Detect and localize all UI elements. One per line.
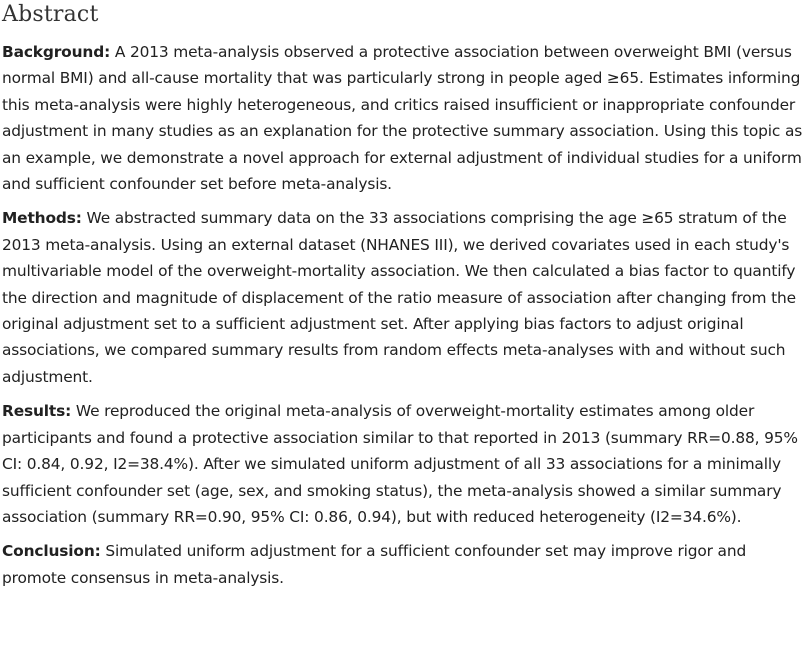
conclusion-section — [2, 538, 806, 591]
methods-text: We abstracted summary data on the 33 associations comprising the age ≥65 stratum of the 2013 meta-analysis. Using an external dataset (NHANES III), we derived covariates used in each study's multivariable model of the overweight-mortality association. We then calculated a bias factor to quantify the direction and magnitude of displacement of the ratio measure of association after changing from the original adjustment set to a sufficient adjustment set. After applying bias factors to adjust original associations, we compared summary results from random effects meta-analyses with and without such adjustment. — [2, 209, 796, 386]
background-text: A 2013 meta-analysis observed a protective association between overweight BMI (versus normal BMI) and all-cause mortality that was particularly strong in people aged ≥65. Estimates informing this meta-analysis were highly heterogeneous, and critics raised insufficient or inappropriate confounder adjustment in many studies as an explanation for the protective summary association. Using this topic as an example, we demonstrate a novel approach for external adjustment of individual studies for a uniform and sufficient confounder set before meta-analysis. — [2, 43, 803, 194]
conclusion-label: Conclusion: — [2, 542, 101, 561]
conclusion-text: Simulated uniform adjustment for a sufficient confounder set may improve rigor and promote consensus in meta-analysis. — [2, 542, 747, 587]
background-section — [2, 39, 806, 197]
results-text: We reproduced the original meta-analysis of overweight-mortality estimates among older participants and found a protective association similar to that reported in 2013 (summary RR=0.88, 95% CI: 0.84, 0.92, I2=38.4%). After we simulated uniform adjustment of all 33 associations for a minimally sufficient confounder set (age, sex, and smoking status), the meta-analysis showed a similar summary association (summary RR=0.90, 95% CI: 0.86, 0.94), but with reduced heterogeneity (I2=34.6%). — [2, 402, 798, 526]
results-label: Results: — [2, 402, 72, 421]
methods-section — [2, 205, 806, 390]
abstract-title: Abstract — [2, 2, 99, 27]
background-label: Background: — [2, 43, 111, 61]
results-section — [2, 398, 806, 530]
methods-label: Methods: — [2, 209, 82, 228]
